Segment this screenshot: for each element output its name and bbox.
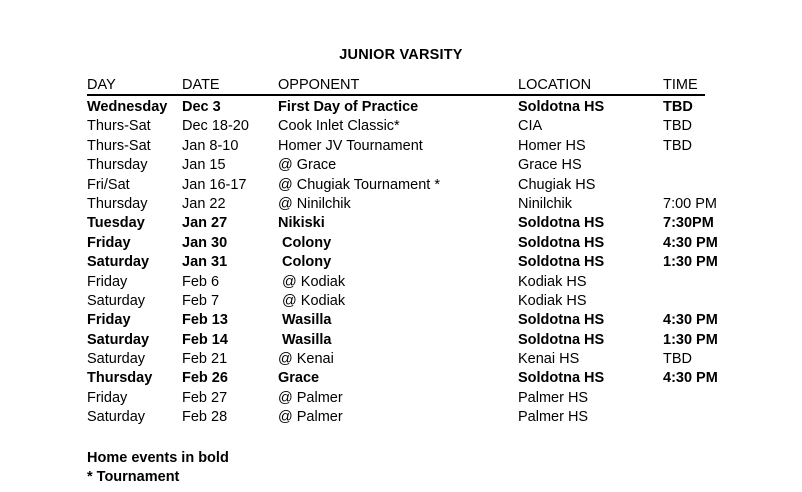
cell-date: Jan 27: [182, 215, 228, 232]
cell-day: Fri/Sat: [87, 176, 130, 193]
cell-time: 1:30 PM: [663, 254, 718, 271]
cell-location: Soldotna HS: [518, 312, 605, 329]
cell-location: Palmer HS: [518, 409, 589, 426]
cell-date: Jan 22: [182, 195, 226, 212]
column-header-date: DATE: [182, 77, 220, 93]
table-row: [87, 253, 727, 272]
cell-opponent: @ Palmer: [278, 409, 343, 426]
cell-location: Kodiak HS: [518, 292, 587, 309]
cell-date: Dec 3: [182, 99, 221, 115]
table-row: [87, 331, 727, 350]
legend-tournament: * Tournament: [87, 469, 180, 486]
cell-date: Jan 15: [182, 157, 226, 174]
cell-location: Kenai HS: [518, 351, 580, 368]
cell-day: Wednesday: [87, 99, 168, 115]
table-row: [87, 195, 727, 214]
cell-time: TBD: [663, 137, 692, 154]
cell-day: Friday: [87, 389, 128, 406]
cell-time: 4:30 PM: [663, 234, 718, 251]
cell-day: Saturday: [87, 292, 146, 309]
cell-location: Chugiak HS: [518, 176, 596, 193]
column-header-opponent: OPPONENT: [278, 77, 360, 93]
cell-opponent: First Day of Practice: [278, 99, 419, 115]
table-row: [87, 273, 727, 292]
cell-location: Soldotna HS: [518, 99, 605, 115]
cell-location: Soldotna HS: [518, 331, 605, 348]
cell-time: 1:30 PM: [663, 331, 718, 348]
cell-time: 4:30 PM: [663, 312, 718, 329]
cell-day: Saturday: [87, 254, 150, 271]
cell-opponent: @ Kenai: [278, 351, 334, 368]
cell-opponent: @ Ninilchik: [278, 195, 351, 212]
cell-opponent: Cook Inlet Classic*: [278, 118, 400, 135]
page-title: JUNIOR VARSITY: [339, 47, 463, 63]
table-row: [87, 389, 727, 408]
table-header-row: [87, 76, 727, 94]
cell-time: 4:30 PM: [663, 370, 718, 387]
cell-location: Soldotna HS: [518, 254, 605, 271]
cell-day: Saturday: [87, 331, 150, 348]
cell-opponent: Colony: [278, 254, 332, 271]
cell-date: Feb 6: [182, 273, 220, 290]
cell-time: 7:30PM: [663, 215, 714, 232]
cell-day: Saturday: [87, 409, 146, 426]
cell-date: Jan 8-10: [182, 137, 239, 154]
cell-date: Jan 30: [182, 234, 228, 251]
table-row: [87, 234, 727, 253]
cell-opponent: Grace: [278, 370, 320, 387]
cell-opponent: @ Kodiak: [278, 292, 346, 309]
cell-date: Jan 16-17: [182, 176, 247, 193]
table-row: [87, 214, 727, 233]
cell-day: Thursday: [87, 370, 153, 387]
cell-day: Tuesday: [87, 215, 145, 232]
header-underline: [87, 94, 705, 96]
cell-day: Saturday: [87, 351, 146, 368]
cell-location: Palmer HS: [518, 389, 589, 406]
cell-date: Feb 7: [182, 292, 220, 309]
cell-opponent: Homer JV Tournament: [278, 137, 423, 154]
cell-day: Friday: [87, 234, 131, 251]
cell-time: TBD: [663, 99, 693, 115]
table-row: [87, 408, 727, 427]
cell-date: Feb 26: [182, 370, 228, 387]
cell-opponent: Nikiski: [278, 215, 325, 232]
table-row: [87, 156, 727, 175]
table-row: [87, 369, 727, 388]
column-header-day: DAY: [87, 77, 116, 93]
cell-location: Grace HS: [518, 157, 582, 174]
cell-date: Feb 14: [182, 331, 228, 348]
cell-time: 7:00 PM: [663, 195, 717, 212]
cell-date: Dec 18-20: [182, 118, 249, 135]
schedule-rows: [87, 98, 727, 428]
cell-date: Feb 13: [182, 312, 228, 329]
cell-day: Friday: [87, 312, 131, 329]
cell-day: Thurs-Sat: [87, 137, 151, 154]
cell-day: Thursday: [87, 195, 148, 212]
table-row: [87, 176, 727, 195]
cell-time: TBD: [663, 118, 692, 135]
cell-location: Homer HS: [518, 137, 586, 154]
schedule-table: [87, 76, 727, 428]
cell-date: Feb 21: [182, 351, 228, 368]
legend: [87, 449, 802, 488]
cell-opponent: @ Grace: [278, 157, 337, 174]
column-header-time: TIME: [663, 77, 698, 93]
table-row: [87, 350, 727, 369]
table-row: [87, 311, 727, 330]
table-row: [87, 98, 727, 117]
cell-location: Soldotna HS: [518, 215, 605, 232]
cell-opponent: Wasilla: [278, 331, 332, 348]
cell-location: Kodiak HS: [518, 273, 587, 290]
cell-date: Feb 27: [182, 389, 228, 406]
cell-date: Feb 28: [182, 409, 228, 426]
cell-opponent: Colony: [278, 234, 332, 251]
cell-day: Friday: [87, 273, 128, 290]
cell-opponent: @ Chugiak Tournament *: [278, 176, 440, 193]
cell-location: Soldotna HS: [518, 370, 605, 387]
cell-time: TBD: [663, 351, 692, 368]
cell-opponent: @ Palmer: [278, 389, 343, 406]
cell-day: Thursday: [87, 157, 148, 174]
legend-home-events: Home events in bold: [87, 449, 229, 466]
cell-opponent: Wasilla: [278, 312, 332, 329]
column-header-location: LOCATION: [518, 77, 592, 93]
table-row: [87, 292, 727, 311]
table-row: [87, 117, 727, 136]
cell-location: Ninilchik: [518, 195, 572, 212]
table-row: [87, 137, 727, 156]
cell-date: Jan 31: [182, 254, 228, 271]
cell-day: Thurs-Sat: [87, 118, 151, 135]
cell-opponent: @ Kodiak: [278, 273, 346, 290]
cell-location: CIA: [518, 118, 543, 135]
cell-location: Soldotna HS: [518, 234, 605, 251]
